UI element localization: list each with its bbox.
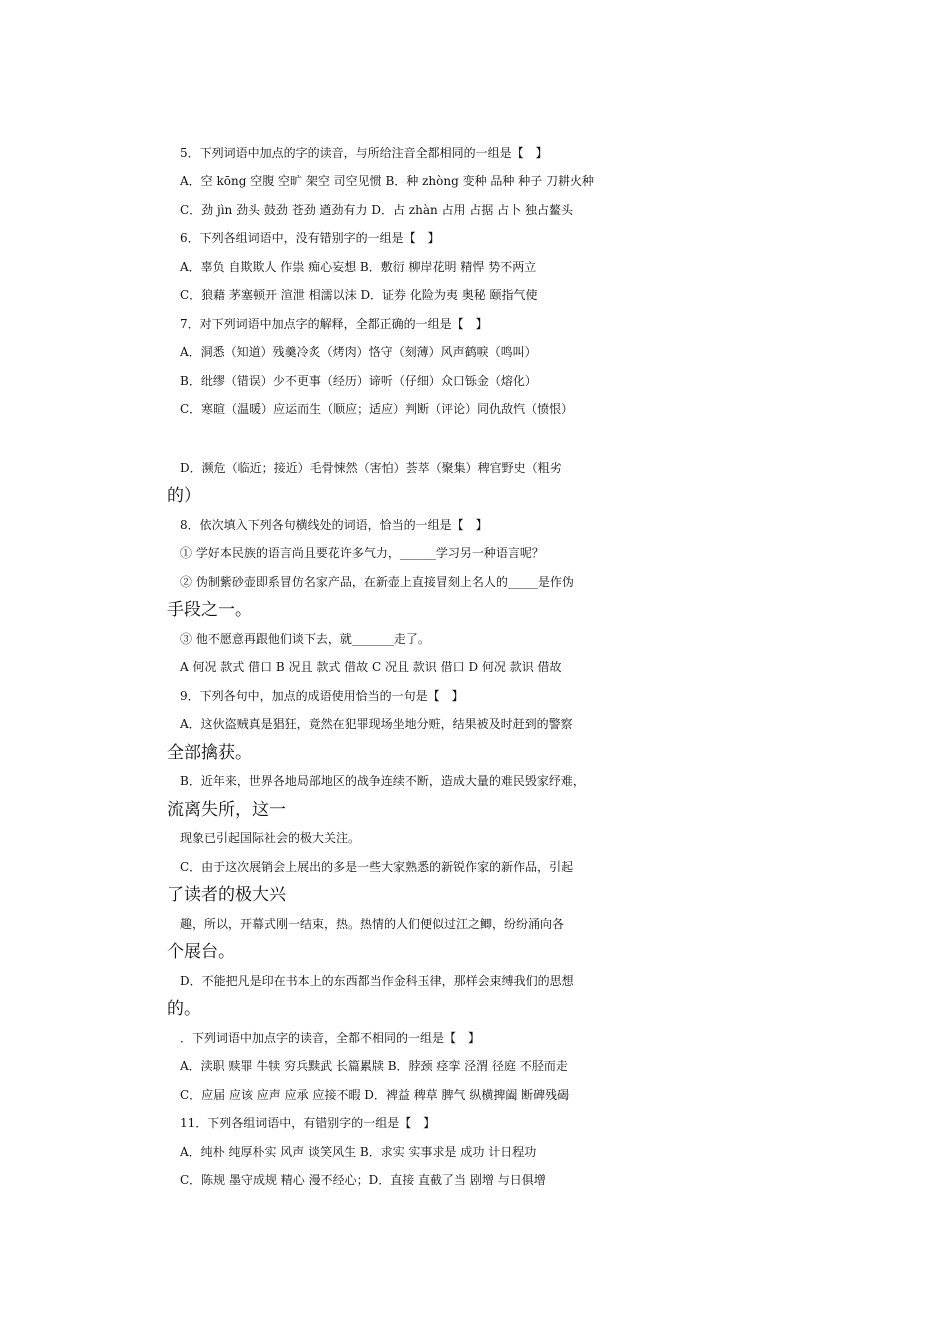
question-10-options-cd: C．应届 应该 应声 应承 应接不暇 D．裨益 稗草 脾气 纵横捭阖 断碑残碣 <box>180 1088 570 1102</box>
question-7-option-b: B．纰缪（错误）少不更事（经历）谛听（仔细）众口铄金（熔化） <box>180 374 537 388</box>
question-9-option-c: C．由于这次展销会上展出的多是一些大家熟悉的新锐作家的新作品，引起 <box>180 860 574 874</box>
question-9-option-c-cont-1: 了读者的极大兴 <box>167 885 286 905</box>
question-10-stem: ．下列词语中加点字的读音，全都不相同的一组是【 】 <box>180 1031 481 1045</box>
question-6-options-ab: A．辜负 自欺欺人 作祟 痴心妄想 B．敷衍 柳岸花明 精悍 势不两立 <box>180 260 537 274</box>
question-5-stem: 5．下列词语中加点的字的读音，与所给注音全都相同的一组是【 】 <box>180 146 548 160</box>
question-8-sentence-2: ② 伪制紫砂壶即系冒仿名家产品，在新壶上直接冒刻上名人的_____是作伪 <box>180 575 574 589</box>
question-8-stem: 8．依次填入下列各句横线处的词语，恰当的一组是【 】 <box>180 518 488 532</box>
question-5-options-cd: C．劲 jìn 劲头 鼓劲 苍劲 遒劲有力 D．占 zhàn 占用 占据 占卜 独占鳌头 <box>180 203 573 217</box>
question-7-option-d-cont: 的） <box>167 486 201 506</box>
question-11-options-ab: A．纯朴 纯厚朴实 风声 谈笑风生 B．求实 实事求是 成功 计日程功 <box>180 1145 537 1159</box>
question-9-option-d-cont: 的。 <box>167 999 201 1019</box>
question-8-sentence-1: ① 学好本民族的语言尚且要花许多气力，______学习另一种语言呢？ <box>180 546 544 560</box>
question-8-sentence-2-cont: 手段之一。 <box>167 600 252 620</box>
question-9-option-b: B．近年来，世界各地局部地区的战争连续不断，造成大量的难民毁家纾难， <box>180 774 585 788</box>
question-10-options-ab: A．渎职 赎罪 牛犊 穷兵黩武 长篇累牍 B．脖颈 痉挛 泾渭 径庭 不胫而走 <box>180 1059 568 1073</box>
question-9-option-c-cont-2: 趣，所以，开幕式刚一结束，热。热情的人们便似过江之鲫，纷纷涌向各 <box>180 917 565 931</box>
question-9-option-c-cont-3: 个展台。 <box>167 942 235 962</box>
question-6-options-cd: C．狼藉 茅塞顿开 渲泄 相濡以沫 D．证券 化险为夷 奥秘 颐指气使 <box>180 288 538 302</box>
question-11-options-cd: C．陈规 墨守成规 精心 漫不经心；D．直接 直截了当 剧增 与日俱增 <box>180 1173 546 1187</box>
question-9-stem: 9．下列各句中，加点的成语使用恰当的一句是【 】 <box>180 689 464 703</box>
question-7-stem: 7．对下列词语中加点字的解释，全都正确的一组是【 】 <box>180 317 488 331</box>
question-5-options-ab: A．空 kōng 空腹 空旷 架空 司空见惯 B．种 zhòng 变种 品种 种子 刀耕火种 <box>180 174 595 188</box>
question-9-option-b-cont-1: 流离失所，这一 <box>167 800 286 820</box>
question-9-option-b-cont-2: 现象已引起国际社会的极大关注。 <box>180 831 361 845</box>
question-7-option-a: A．洞悉（知道）残羹冷炙（烤肉）恪守（刻薄）风声鹤唳（鸣叫） <box>180 345 537 359</box>
question-9-option-a: A．这伙盗贼真是猖狂，竟然在犯罪现场坐地分赃，结果被及时赶到的警察 <box>180 717 573 731</box>
question-6-stem: 6．下列各组词语中，没有错别字的一组是【 】 <box>180 231 440 245</box>
question-8-options: A 何况 款式 借口 B 况且 款式 借故 C 况且 款识 借口 D 何况 款识 借故 <box>180 660 562 674</box>
question-8-sentence-3: ③ 他不愿意再跟他们谈下去，就_______走了。 <box>180 632 430 646</box>
question-9-option-d: D．不能把凡是印在书本上的东西都当作金科玉律，那样会束缚我们的思想 <box>180 974 574 988</box>
question-9-option-a-cont: 全部擒获。 <box>167 743 252 763</box>
question-7-option-d: D．濒危（临近；接近）毛骨悚然（害怕）荟萃（聚集）稗官野史（粗劣 <box>180 461 562 475</box>
question-7-option-c: C．寒暄（温暖）应运而生（顺应；适应）判断（评论）同仇敌忾（愤恨） <box>180 402 574 416</box>
question-11-stem: 11．下列各组词语中，有错别字的一组是【 】 <box>180 1116 436 1130</box>
